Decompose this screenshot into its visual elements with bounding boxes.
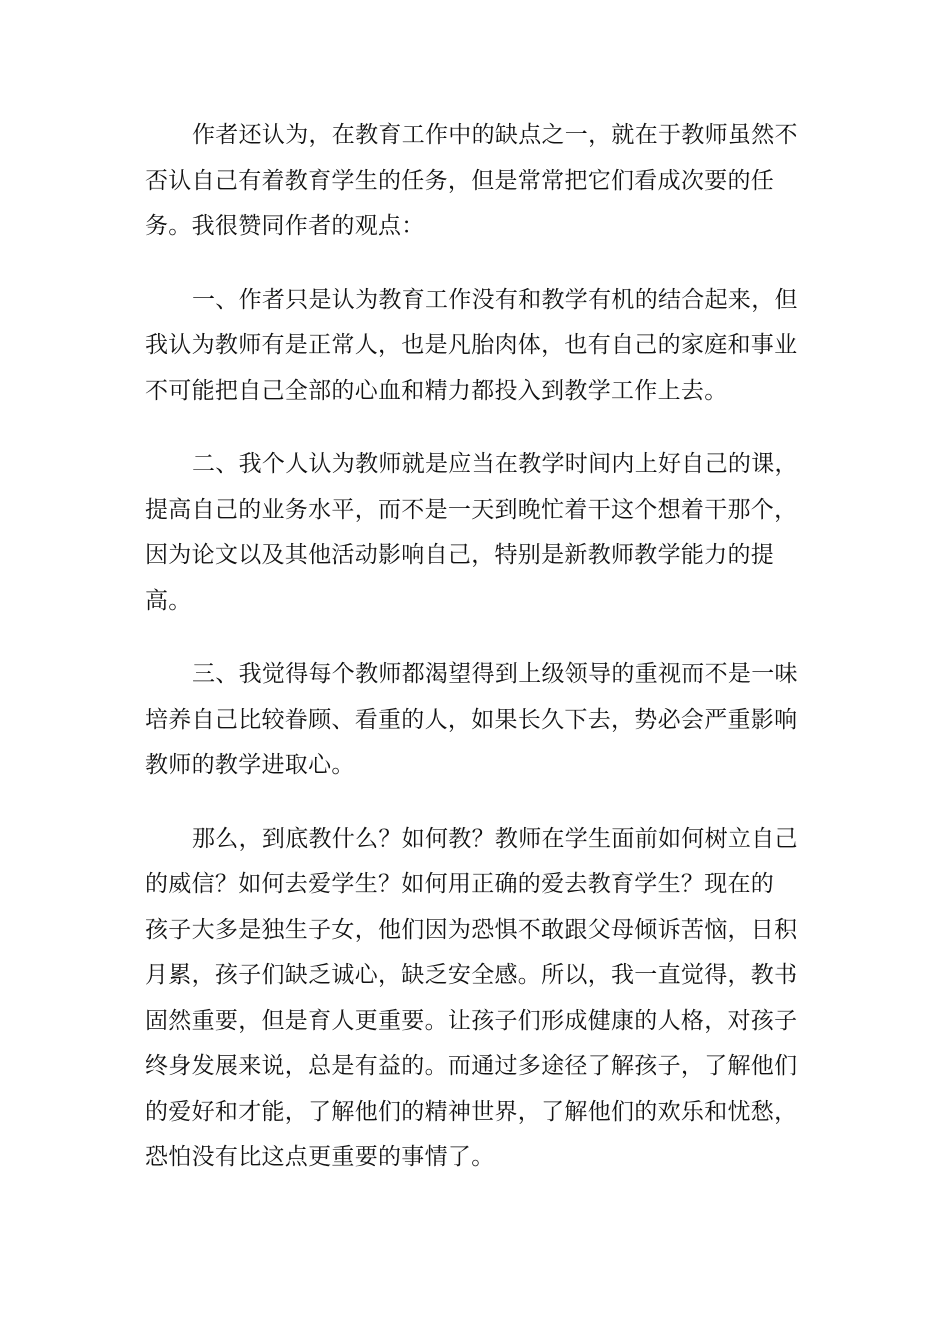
paragraph-line: 月累，孩子们缺乏诚心，缺乏安全感。所以，我一直觉得，教书 [145, 962, 798, 988]
paragraph-point-two [145, 442, 810, 624]
paragraph-point-three [145, 652, 810, 789]
paragraph-intro [145, 113, 810, 250]
document-body [145, 113, 810, 1209]
paragraph-line: 不可能把自己全部的心血和精力都投入到教学工作上去。 [145, 377, 728, 404]
paragraph-line: 作者还认为，在教育工作中的缺点之一，就在于教师虽然不 [192, 122, 798, 148]
paragraph-line: 终身发展来说，总是有益的。而通过多途径了解孩子，了解他们 [145, 1053, 798, 1079]
paragraph-line: 因为论文以及其他活动影响自己，特别是新教师教学能力的提 [145, 542, 775, 568]
paragraph-line: 提高自己的业务水平，而不是一天到晚忙着干这个想着干那个， [145, 496, 798, 523]
paragraph-point-one [145, 278, 810, 415]
paragraph-line: 务。我很赞同作者的观点： [145, 213, 425, 239]
paragraph-line: 三、我觉得每个教师都渴望得到上级领导的重视而不是一味 [192, 661, 798, 687]
paragraph-line: 的威信？如何去爱学生？如何用正确的爱去教育学生？现在的 [145, 871, 775, 897]
paragraph-line: 一、作者只是认为教育工作没有和教学有机的结合起来，但 [192, 286, 798, 313]
paragraph-line: 高。 [145, 587, 192, 614]
paragraph-line: 那么，到底教什么？如何教？教师在学生面前如何树立自己 [192, 825, 798, 852]
paragraph-line: 培养自己比较眷顾、看重的人，如果长久下去，势必会严重影响 [145, 706, 798, 733]
paragraph-conclusion [145, 817, 810, 1181]
paragraph-line: 孩子大多是独生子女，他们因为恐惧不敢跟父母倾诉苦恼，日积 [145, 916, 798, 943]
paragraph-line: 二、我个人认为教师就是应当在教学时间内上好自己的课， [192, 451, 798, 477]
paragraph-line: 恐怕没有比这点更重要的事情了。 [145, 1144, 495, 1170]
paragraph-line: 的爱好和才能，了解他们的精神世界，了解他们的欢乐和忧愁， [145, 1098, 798, 1125]
paragraph-line: 固然重要，但是育人更重要。让孩子们形成健康的人格，对孩子 [145, 1007, 798, 1034]
paragraph-line: 否认自己有着教育学生的任务，但是常常把它们看成次要的任 [145, 167, 775, 194]
paragraph-line: 我认为教师有是正常人，也是凡胎肉体，也有自己的家庭和事业 [145, 332, 798, 358]
paragraph-line: 教师的教学进取心。 [145, 752, 355, 778]
